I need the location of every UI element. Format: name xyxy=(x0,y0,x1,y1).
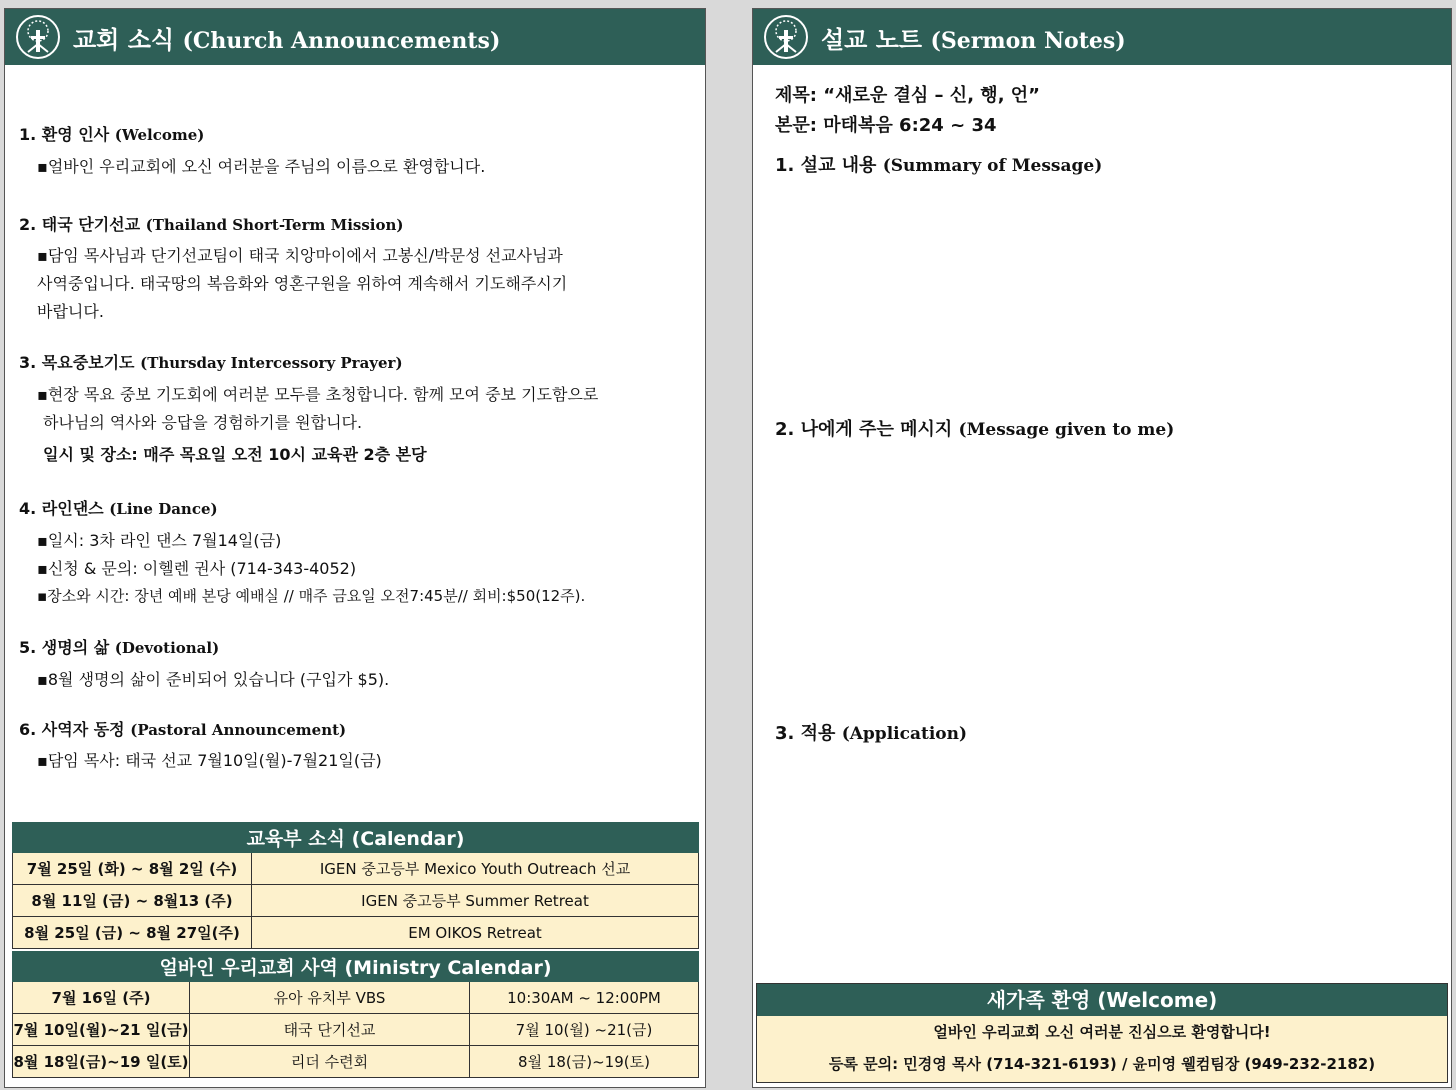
table-row xyxy=(13,1014,699,1046)
ministry-time: 7월 10(월) ~21(금) xyxy=(470,1014,699,1046)
section-line: ▪신청 & 문의: 이헬렌 권사 (714-343-4052) xyxy=(37,559,357,578)
sermon-section-application: 3. 적용 (Application) xyxy=(775,723,968,744)
table-row xyxy=(13,982,699,1014)
section-title-prayer: 3. 목요중보기도 (Thursday Intercessory Prayer) xyxy=(19,353,403,372)
sermon-notes-panel xyxy=(752,8,1452,1088)
ministry-event: 태국 단기선교 xyxy=(190,1014,470,1046)
section-line: 하나님의 역사와 응답을 경험하기를 원합니다. xyxy=(43,413,363,432)
sermon-subject: 제목: “새로운 결심 – 신, 행, 언” xyxy=(775,85,1041,106)
announcements-title: 교회 소식 (Church Announcements) xyxy=(73,25,501,54)
table-row xyxy=(13,885,699,917)
welcome-title: 새가족 환영 (Welcome) xyxy=(757,984,1447,1016)
table-row xyxy=(13,853,699,885)
section-title-line-dance: 4. 라인댄스 (Line Dance) xyxy=(19,499,218,518)
section-line: ▪현장 목요 중보 기도회에 여러분 모두를 초청합니다. 함께 모여 중보 기도함으로 xyxy=(37,385,599,404)
welcome-line: 얼바인 우리교회 오신 여러분 진심으로 환영합니다! xyxy=(933,1023,1271,1041)
section-title-devotional: 5. 생명의 삶 (Devotional) xyxy=(19,638,220,657)
section-line: ▪담임 목사님과 단기선교팀이 태국 치앙마이에서 고봉신/박문성 선교사님과 xyxy=(37,246,563,265)
table-row xyxy=(13,1046,699,1078)
church-tree-logo-icon xyxy=(763,14,809,60)
section-line: ▪일시: 3차 라인 댄스 7월14일(금) xyxy=(37,531,282,550)
calendar-date: 8월 11일 (금) ~ 8월13 (주) xyxy=(13,885,252,917)
ministry-time: 10:30AM ~ 12:00PM xyxy=(470,982,699,1014)
sermon-header xyxy=(753,9,1451,65)
ministry-date: 7월 10일(월)~21 일(금) xyxy=(13,1014,190,1046)
calendar-table xyxy=(12,822,699,949)
calendar-date: 8월 25일 (금) ~ 8월 27일(주) xyxy=(13,917,252,949)
calendar-event: IGEN 중고등부 Mexico Youth Outreach 선교 xyxy=(252,853,699,885)
ministry-date: 8월 18일(금)~19 일(토) xyxy=(13,1046,190,1078)
prayer-schedule: 일시 및 장소: 매주 목요일 오전 10시 교육관 2층 본당 xyxy=(43,445,427,464)
ministry-event: 리더 수련회 xyxy=(190,1046,470,1078)
section-line: 사역중입니다. 태국땅의 복음화와 영혼구원을 위하여 계속해서 기도해주시기 xyxy=(37,274,568,293)
announcements-header xyxy=(5,9,705,65)
welcome-box xyxy=(756,983,1448,1083)
section-title-welcome: 1. 환영 인사 (Welcome) xyxy=(19,125,205,144)
sermon-title: 설교 노트 (Sermon Notes) xyxy=(821,25,1126,54)
ministry-time: 8월 18(금)~19(토) xyxy=(470,1046,699,1078)
section-line: ▪8월 생명의 삶이 준비되어 있습니다 (구입가 $5). xyxy=(37,670,390,689)
ministry-title: 얼바인 우리교회 사역 (Ministry Calendar) xyxy=(13,952,699,982)
ministry-event: 유아 유치부 VBS xyxy=(190,982,470,1014)
section-line: ▪장소와 시간: 장년 예배 본당 예배실 // 매주 금요일 오전7:45분// 회비:$50(12주). xyxy=(37,587,586,605)
section-line: ▪얼바인 우리교회에 오신 여러분을 주님의 이름으로 환영합니다. xyxy=(37,157,486,176)
section-line: ▪담임 목사: 태국 선교 7월10일(월)-7월21일(금) xyxy=(37,751,382,770)
announcements-panel xyxy=(4,8,706,1088)
section-line: 바랍니다. xyxy=(37,302,104,321)
registration-contact: 등록 문의: 민경영 목사 (714-321-6193) / 윤미영 웰컴팀장 (949-232-2182) xyxy=(828,1055,1376,1073)
calendar-event: EM OIKOS Retreat xyxy=(252,917,699,949)
sermon-section-summary: 1. 설교 내용 (Summary of Message) xyxy=(775,155,1103,176)
section-title-mission: 2. 태국 단기선교 (Thailand Short-Term Mission) xyxy=(19,215,404,234)
sermon-section-message: 2. 나에게 주는 메시지 (Message given to me) xyxy=(775,419,1175,440)
sermon-scripture: 본문: 마태복음 6:24 ~ 34 xyxy=(775,115,997,136)
section-title-pastoral: 6. 사역자 동정 (Pastoral Announcement) xyxy=(19,720,347,739)
ministry-table xyxy=(12,951,699,1078)
calendar-date: 7월 25일 (화) ~ 8월 2일 (수) xyxy=(13,853,252,885)
table-row xyxy=(13,917,699,949)
ministry-date: 7월 16일 (주) xyxy=(13,982,190,1014)
calendar-title: 교육부 소식 (Calendar) xyxy=(13,823,699,853)
church-tree-logo-icon xyxy=(15,14,61,60)
calendar-event: IGEN 중고등부 Summer Retreat xyxy=(252,885,699,917)
